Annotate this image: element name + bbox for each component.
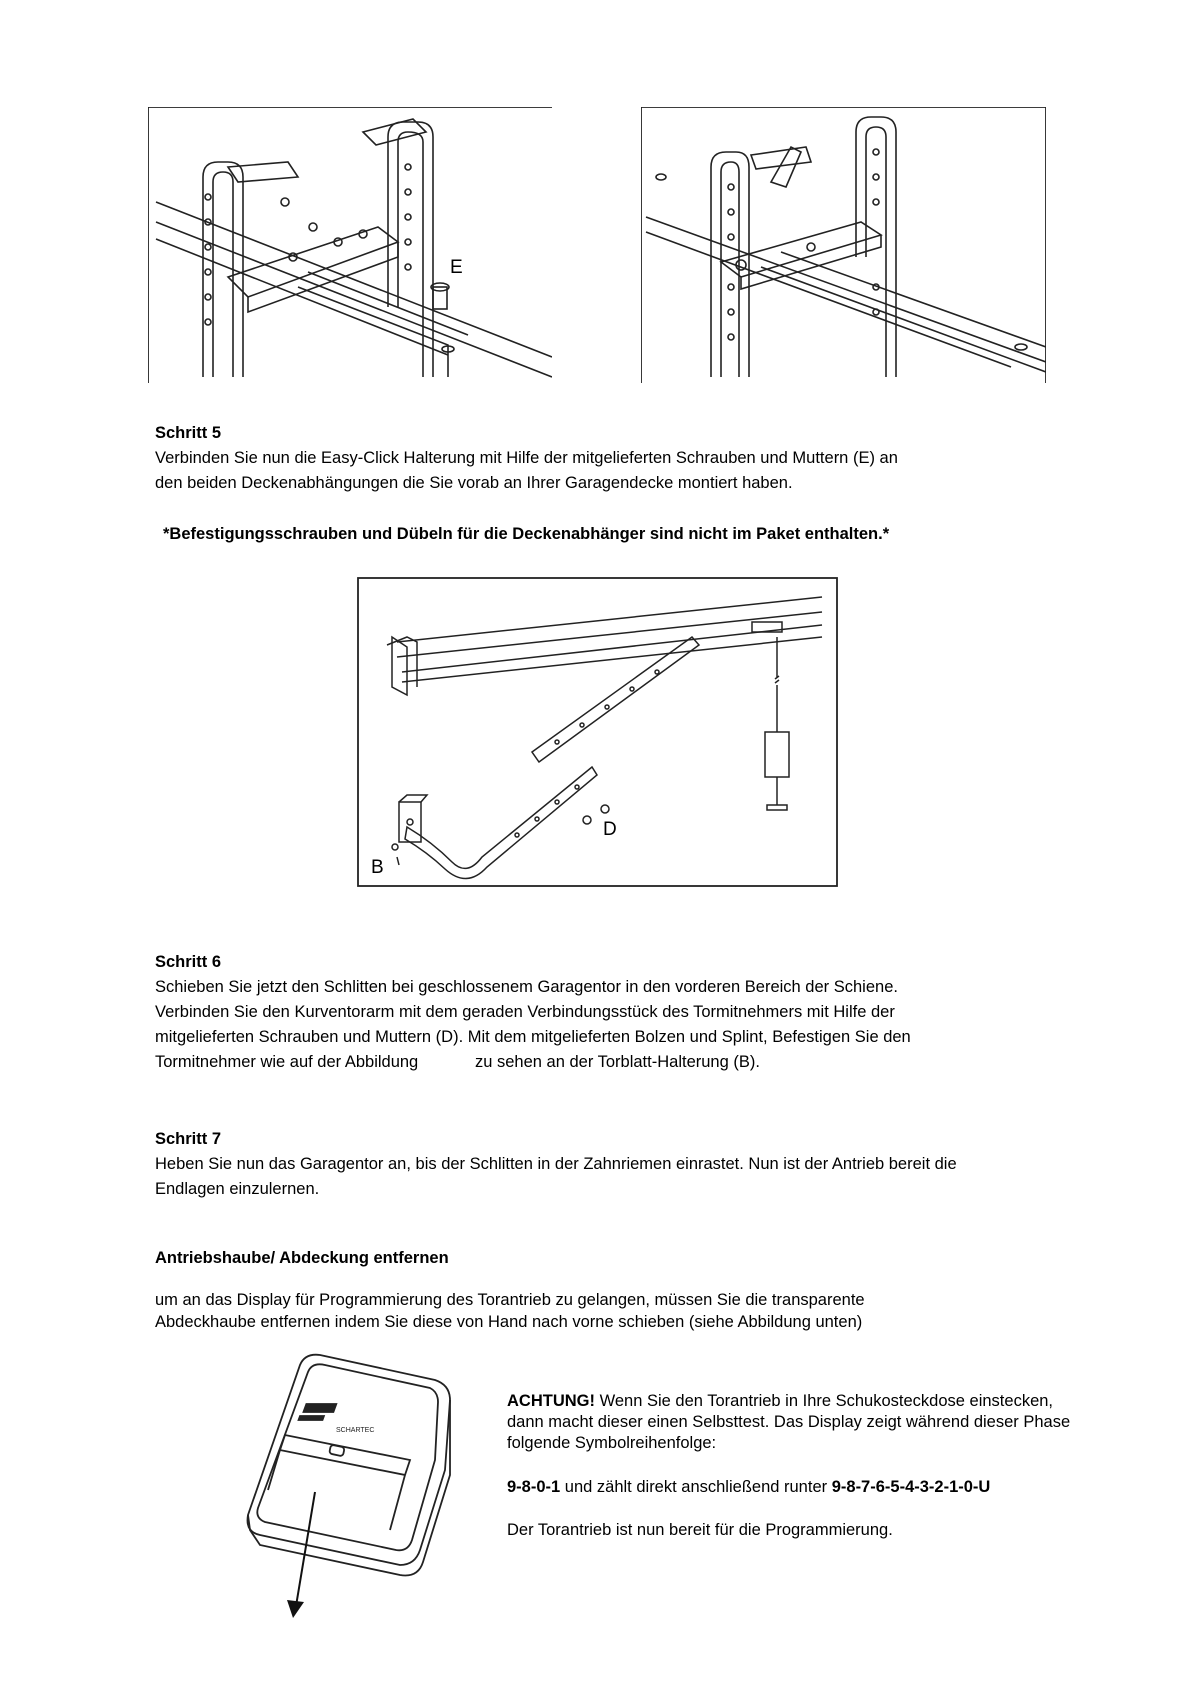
- warning-label: ACHTUNG!: [507, 1392, 595, 1410]
- cover-line2: Abdeckhaube entfernen indem Sie diese von Hand nach vorne schieben (siehe Abbildung unten): [155, 1313, 863, 1331]
- figure-arm-assembly: [357, 577, 838, 887]
- step6-line4b: zu sehen an der Torblatt-Halterung (B).: [475, 1053, 760, 1071]
- step6-line2: Verbinden Sie den Kurventorarm mit dem geraden Verbindungsstück des Tormitnehmers mit Hilfe der: [155, 1003, 895, 1021]
- label-e: E: [450, 257, 463, 278]
- mount-after-drawing: [641, 107, 1046, 383]
- sequence-2: 9-8-7-6-5-4-3-2-1-0-U: [831, 1478, 991, 1496]
- sequence-line: [507, 1475, 990, 1500]
- logo-subtext: SCHARTEC: [336, 1427, 375, 1434]
- step6-heading: Schritt 6: [155, 953, 222, 971]
- step7-heading: Schritt 7: [155, 1130, 222, 1148]
- step5-line2: den beiden Deckenabhängungen die Sie vorab an Ihrer Garagendecke montiert haben.: [155, 474, 793, 492]
- step7-line2: Endlagen einzulernen.: [155, 1180, 320, 1198]
- step5-heading: Schritt 5: [155, 424, 222, 442]
- cover-line1: um an das Display für Programmierung des Torantrieb zu gelangen, müssen Sie die transparente: [155, 1291, 865, 1309]
- arm-assembly-drawing: [357, 577, 838, 887]
- figure-mount-after: [641, 107, 1046, 383]
- label-b: B: [371, 857, 384, 878]
- label-d: D: [603, 819, 617, 840]
- cover-heading: Antriebshaube/ Abdeckung entfernen: [155, 1249, 449, 1267]
- figure-opener-housing: [240, 1350, 470, 1620]
- ready-line: Der Torantrieb ist nun bereit für die Programmierung.: [507, 1521, 893, 1539]
- step6-line1: Schieben Sie jetzt den Schlitten bei geschlossenem Garagentor in den vorderen Bereich der Schiene.: [155, 978, 898, 996]
- sequence-1: 9-8-0-1: [507, 1478, 561, 1496]
- step5-line1: Verbinden Sie nun die Easy-Click Halterung mit Hilfe der mitgelieferten Schrauben und Muttern (E) an: [155, 449, 898, 467]
- warning-line3: folgende Symbolreihenfolge:: [507, 1434, 717, 1452]
- step5-note: *Befestigungsschrauben und Dübeln für die Deckenabhänger sind nicht im Paket enthalten.*: [163, 525, 890, 543]
- warning-line2: dann macht dieser einen Selbsttest. Das Display zeigt während dieser Phase: [507, 1413, 1071, 1431]
- step6-line3: mitgelieferten Schrauben und Muttern (D). Mit dem mitgelieferten Bolzen und Splint, Befestigen Sie den: [155, 1028, 911, 1046]
- step7-line1: Heben Sie nun das Garagentor an, bis der Schlitten in der Zahnriemen einrastet. Nun ist der Antrieb bereit die: [155, 1155, 957, 1173]
- opener-housing-drawing: [240, 1350, 470, 1620]
- sequence-mid: und zählt direkt anschließend runter: [564, 1478, 828, 1496]
- figure-mount-before: [148, 107, 552, 383]
- warning-text1: Wenn Sie den Torantrieb in Ihre Schukosteckdose einstecken,: [599, 1392, 1054, 1410]
- mount-before-drawing: [148, 107, 552, 383]
- step6-line4a: Tormitnehmer wie auf der Abbildung: [155, 1053, 419, 1071]
